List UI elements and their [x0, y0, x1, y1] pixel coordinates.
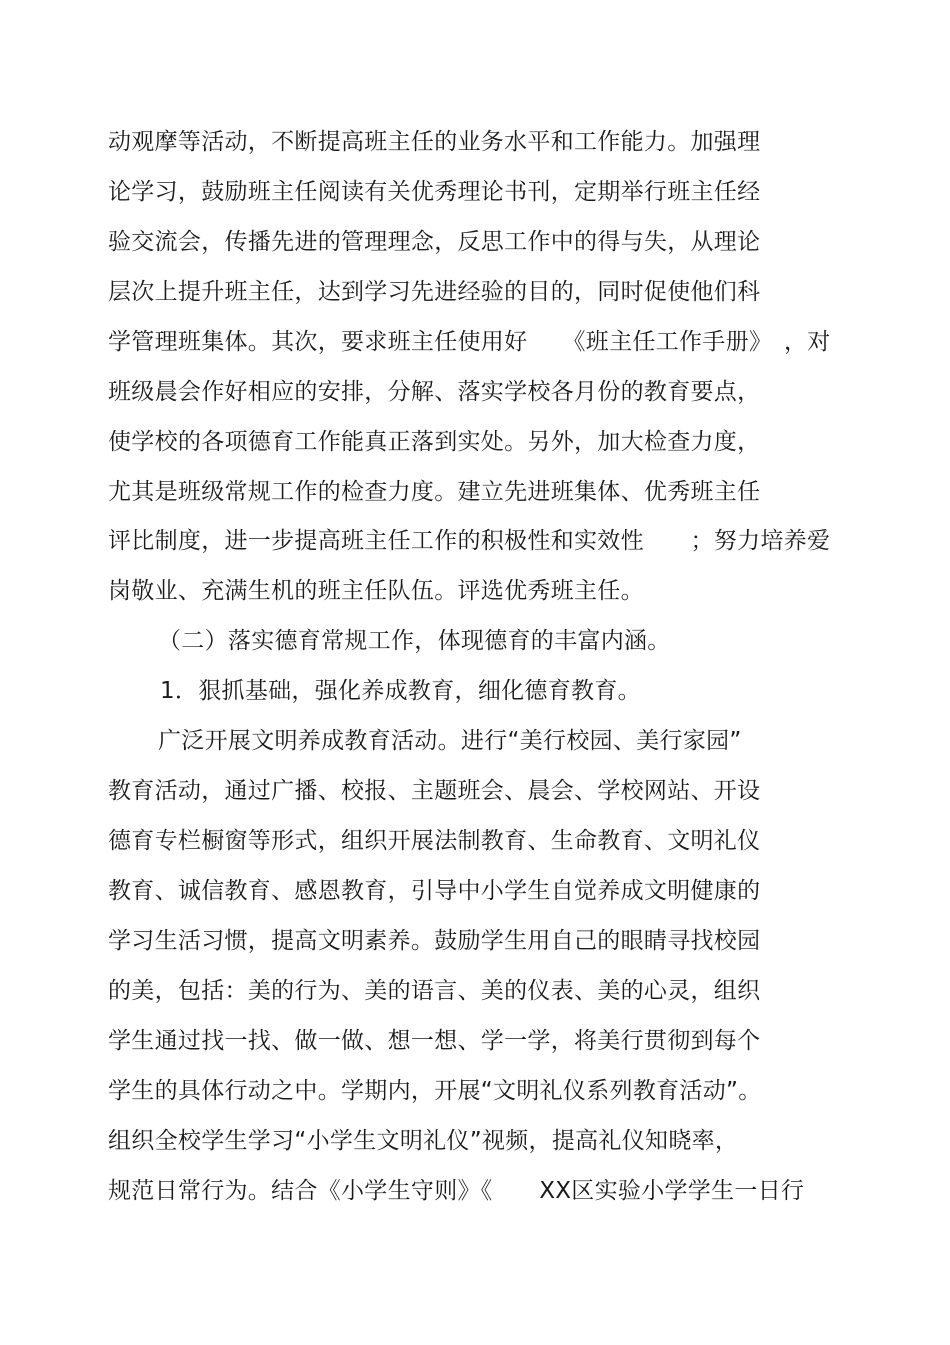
text-line: 规范日常行为。结合《小学生守则》《 XX区实验小学学生一日行 [108, 1178, 805, 1204]
text-line: 论学习，鼓励班主任阅读有关优秀理论书刊，定期举行班主任经 [108, 179, 761, 205]
text-line: 德育专栏橱窗等形式，组织开展法制教育、生命教育、文明礼仪 [108, 828, 761, 854]
text-line: 学管理班集体。其次，要求班主任使用好 《班主任工作手册》 ，对 [108, 329, 831, 355]
text-line: 动观摩等活动，不断提高班主任的业务水平和工作能力。加强理 [108, 129, 761, 155]
text-line: 尤其是班级常规工作的检查力度。建立先进班集体、优秀班主任 [108, 479, 761, 505]
text-line: 使学校的各项德育工作能真正落到实处。另外，加大检查力度， [108, 429, 761, 455]
text-line: 验交流会，传播先进的管理理念，反思工作中的得与失，从理论 [108, 229, 761, 255]
section-heading: （二）落实德育常规工作，体现德育的丰富内涵。 [158, 628, 671, 654]
subsection-heading: 1．狠抓基础，强化养成教育，细化德育教育。 [160, 678, 641, 704]
text-line: 学习生活习惯，提高文明素养。鼓励学生用自己的眼睛寻找校园 [108, 928, 761, 954]
text-line: 层次上提升班主任，达到学习先进经验的目的，同时促使他们科 [108, 279, 761, 305]
text-line: 教育、诚信教育、感恩教育，引导中小学生自觉养成文明健康的 [108, 878, 761, 904]
text-line: 教育活动，通过广播、校报、主题班会、晨会、学校网站、开设 [108, 778, 761, 804]
text-line: 广泛开展文明养成教育活动。进行“美行校园、美行家园” [158, 728, 742, 754]
text-line: 岗敬业、充满生机的班主任队伍。评选优秀班主任。 [108, 578, 644, 604]
text-line: 学生的具体行动之中。学期内，开展“文明礼仪系列教育活动”。 [108, 1078, 762, 1104]
text-line: 组织全校学生学习“小学生文明礼仪”视频，提高礼仪知晓率， [108, 1128, 739, 1154]
text-line: 学生通过找一找、做一做、想一想、学一学，将美行贯彻到每个 [108, 1028, 761, 1054]
text-line: 评比制度，进一步提高班主任工作的积极性和实效性 ；努力培养爱 [108, 528, 831, 554]
text-line: 班级晨会作好相应的安排，分解、落实学校各月份的教育要点， [108, 379, 761, 405]
text-line: 的美，包括：美的行为、美的语言、美的仪表、美的心灵，组织 [108, 978, 761, 1004]
